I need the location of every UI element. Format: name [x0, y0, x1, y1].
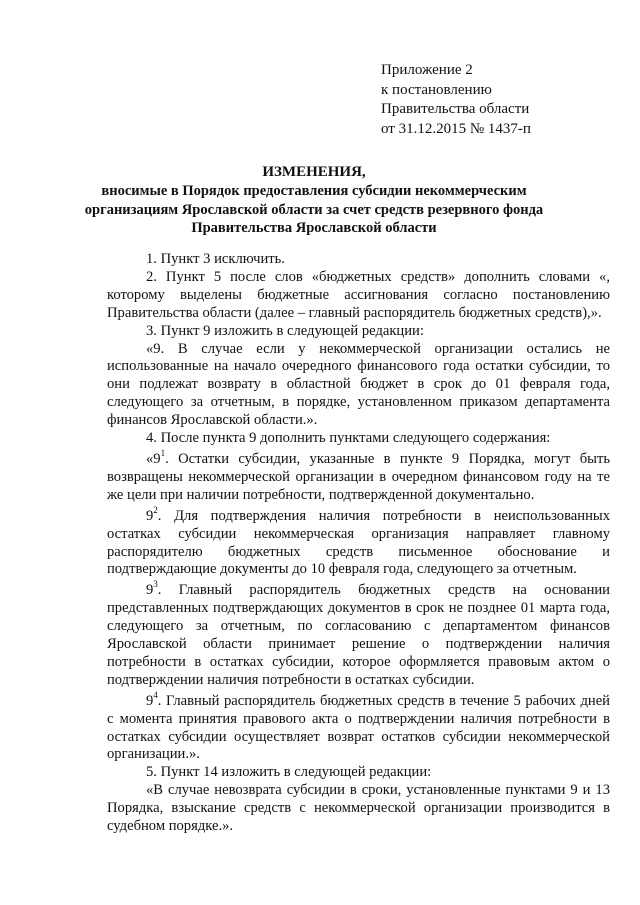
clause-number: 9 — [146, 582, 154, 599]
document-title: ИЗМЕНЕНИЯ, — [262, 164, 366, 180]
clause-text: . Остатки субсидии, указанные в пункте 9 Порядка, могут быть возвращены некоммерческой организации в очередном финансовом году на те же цели при наличии потребности, подтвержденной документально. — [107, 450, 610, 503]
document-body — [107, 251, 610, 836]
paragraph — [107, 504, 610, 580]
appendix-line: Правительства области — [381, 101, 530, 117]
clause-superscript: 1 — [160, 448, 166, 459]
paragraph: 1. Пункт 3 исключить. — [146, 251, 285, 267]
paragraph — [107, 579, 610, 689]
heading-line: организациям Ярославской области за счет средств резервного фонда — [84, 201, 544, 218]
appendix-line: Приложение 2 — [381, 62, 473, 78]
clause-number: «9 — [146, 450, 161, 467]
clause-text: . Для подтверждения наличия потребности в неиспользованных остатках субсидии некоммерческая организация направляет главному распорядителю бюджетных средств письменное обоснование и подтверждающие документы до 10 февраля года, следующего за отчетным. — [107, 507, 610, 578]
appendix-line: от 31.12.2015 № 1437-п — [381, 120, 531, 137]
clause-number: 9 — [146, 692, 154, 709]
paragraph: 4. После пункта 9 дополнить пунктами следующего содержания: — [146, 430, 551, 447]
paragraph: 2. Пункт 5 после слов «бюджетных средств» дополнить словами «, которому выделены бюджетные ассигнования согласно постановлению Правительства области (далее – главный распорядитель бюджетных средств),». — [107, 268, 610, 321]
paragraph: 3. Пункт 9 изложить в следующей редакции: — [146, 322, 424, 339]
paragraph — [107, 448, 610, 505]
clause-text: . Главный распорядитель бюджетных средств на основании представленных подтверждающих документов в срок не позднее 01 марта года, следующего за отчетным, по согласованию с департаментом финансов Ярославской области принимает решение о подтверждении наличия потребности в остатках субсидии, которое оформляется правовым актом о подтверждении наличия потребности в остатках субсидии. — [107, 582, 610, 688]
clause-number: 9 — [146, 507, 154, 524]
document-heading — [80, 163, 548, 238]
paragraph: «В случае невозврата субсидии в сроки, установленные пунктами 9 и 13 Порядка, взыскание средств с некоммерческой организации производится в судебном порядке.». — [107, 782, 610, 835]
paragraph — [107, 689, 610, 765]
paragraph: «9. В случае если у некоммерческой организации остались не использованные на начало очередного финансового года остатки субсидии, то они подлежат возврату в областной бюджет в срок до 01 февраля года, следующего за отчетным, в порядке, установленном приказом департамента финансов Ярославской области.». — [107, 340, 610, 429]
appendix-block — [381, 61, 531, 139]
appendix-line: к постановлению — [381, 81, 492, 98]
heading-line: вносимые в Порядок предоставления субсидии некоммерческим — [101, 182, 527, 199]
clause-superscript: 4 — [153, 689, 158, 700]
clause-text: . Главный распорядитель бюджетных средств в течение 5 рабочих дней с момента принятия правового акта о подтверждении наличия потребности в остатках субсидии осуществляет возврат остатков субсидии некоммерческой организации.». — [107, 692, 610, 763]
heading-line: Правительства Ярославской области — [191, 220, 437, 237]
clause-superscript: 2 — [153, 504, 158, 515]
paragraph: 5. Пункт 14 изложить в следующей редакции: — [146, 764, 432, 781]
clause-superscript: 3 — [153, 579, 158, 590]
